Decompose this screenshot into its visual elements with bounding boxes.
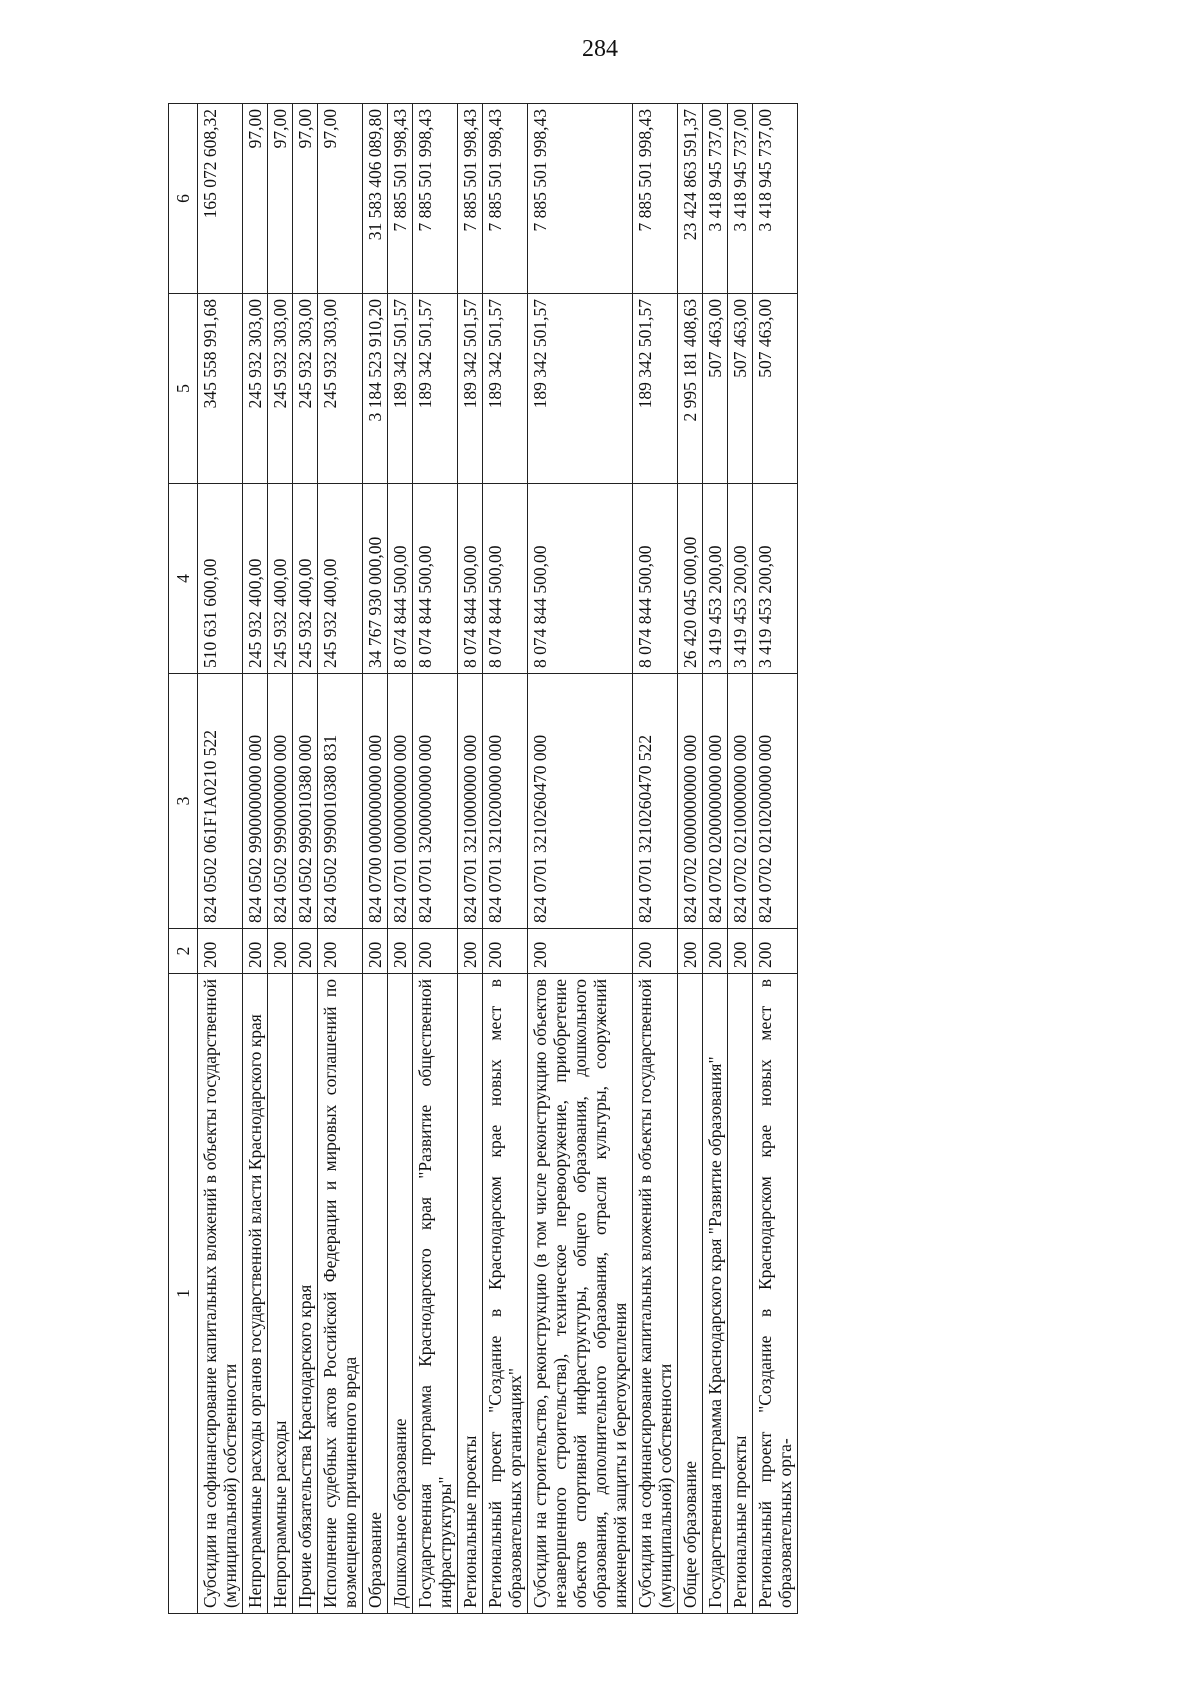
header-col-4: 4 [169,484,198,674]
row-value-5: 189 342 501,57 [413,294,458,484]
table-row [678,104,703,1614]
table-row [413,104,458,1614]
row-value-6: 7 885 501 998,43 [483,104,528,294]
row-value-5: 245 932 303,00 [318,294,363,484]
row-value-4: 8 074 844 500,00 [633,484,678,674]
row-name: Государственная программа Краснодарского края "Развитие образования" [703,974,728,1614]
row-col2: 200 [268,929,293,974]
table-header-row [169,104,198,1614]
row-code: 824 0702 0000000000 000 [678,674,703,929]
row-code: 824 0702 0200000000 000 [703,674,728,929]
row-col2: 200 [413,929,458,974]
row-name: Непрограммные расходы [268,974,293,1614]
table-row [633,104,678,1614]
row-code: 824 0701 3210260470 000 [528,674,633,929]
row-code: 824 0702 0210200000 000 [753,674,798,929]
row-value-5: 189 342 501,57 [528,294,633,484]
row-value-5: 245 932 303,00 [293,294,318,484]
row-value-5: 3 184 523 910,20 [363,294,388,484]
row-code: 824 0700 0000000000 000 [363,674,388,929]
row-value-6: 7 885 501 998,43 [528,104,633,294]
row-name: Субсидии на софинансирование капитальных вложений в объекты государственной (муниципальной) собственности [633,974,678,1614]
row-col2: 200 [528,929,633,974]
row-value-5: 189 342 501,57 [458,294,483,484]
row-value-4: 8 074 844 500,00 [528,484,633,674]
row-value-5: 507 463,00 [753,294,798,484]
row-code: 824 0701 3200000000 000 [413,674,458,929]
row-col2: 200 [198,929,243,974]
table-row [268,104,293,1614]
row-code: 824 0702 0210000000 000 [728,674,753,929]
row-value-5: 189 342 501,57 [388,294,413,484]
row-name: Общее образование [678,974,703,1614]
row-col2: 200 [753,929,798,974]
row-name: Исполнение судебных актов Российской Федерации и мировых соглашений по возмещению причиненного вреда [318,974,363,1614]
table-row [483,104,528,1614]
table-row [703,104,728,1614]
row-col2: 200 [243,929,268,974]
row-value-4: 26 420 045 000,00 [678,484,703,674]
row-col2: 200 [728,929,753,974]
row-value-6: 97,00 [293,104,318,294]
table-row [753,104,798,1614]
row-value-6: 7 885 501 998,43 [458,104,483,294]
header-col-2: 2 [169,929,198,974]
row-value-5: 507 463,00 [728,294,753,484]
row-name: Региональный проект "Создание в Краснодарском крае новых мест в образовательных организациях" [483,974,528,1614]
row-code: 824 0502 061F1A0210 522 [198,674,243,929]
budget-table [168,103,798,1614]
row-value-4: 8 074 844 500,00 [413,484,458,674]
row-col2: 200 [363,929,388,974]
row-value-4: 245 932 400,00 [318,484,363,674]
row-value-6: 3 418 945 737,00 [728,104,753,294]
row-col2: 200 [318,929,363,974]
table-row [243,104,268,1614]
row-value-5: 507 463,00 [703,294,728,484]
row-code: 824 0701 3210000000 000 [458,674,483,929]
row-value-4: 245 932 400,00 [243,484,268,674]
row-value-6: 97,00 [243,104,268,294]
table-row [728,104,753,1614]
row-value-6: 7 885 501 998,43 [388,104,413,294]
row-value-4: 3 419 453 200,00 [728,484,753,674]
row-value-4: 8 074 844 500,00 [388,484,413,674]
row-col2: 200 [678,929,703,974]
row-value-6: 23 424 863 591,37 [678,104,703,294]
row-code: 824 0701 3210260470 522 [633,674,678,929]
row-code: 824 0502 9900000000 000 [243,674,268,929]
row-value-6: 97,00 [268,104,293,294]
header-col-3: 3 [169,674,198,929]
row-value-6: 7 885 501 998,43 [413,104,458,294]
row-name: Субсидии на строительство, реконструкцию (в том числе реконструкцию объектов незавершенного строительства), техническое перевооружение, приобретение объектов спортивной инфраструктуры, общего образования, дошкольного образования, дополнительного образования, отрасли культуры, сооружений инженерной защиты и берегоукрепления [528,974,633,1614]
row-value-5: 245 932 303,00 [243,294,268,484]
page-number: 284 [582,36,618,62]
row-value-4: 3 419 453 200,00 [703,484,728,674]
row-value-6: 31 583 406 089,80 [363,104,388,294]
header-col-5: 5 [169,294,198,484]
table-row [318,104,363,1614]
row-value-5: 189 342 501,57 [633,294,678,484]
table-row [198,104,243,1614]
table-body [198,104,798,1614]
row-value-4: 34 767 930 000,00 [363,484,388,674]
table-row [363,104,388,1614]
row-name: Региональные проекты [728,974,753,1614]
table-row [388,104,413,1614]
row-col2: 200 [703,929,728,974]
table-row [458,104,483,1614]
row-code: 824 0701 3210200000 000 [483,674,528,929]
row-value-4: 8 074 844 500,00 [458,484,483,674]
row-value-5: 189 342 501,57 [483,294,528,484]
row-value-4: 245 932 400,00 [268,484,293,674]
row-name: Образование [363,974,388,1614]
table-row [528,104,633,1614]
row-code: 824 0701 0000000000 000 [388,674,413,929]
row-name: Государственная программа Краснодарского края "Развитие общественной инфраструктуры" [413,974,458,1614]
header-col-6: 6 [169,104,198,294]
row-name: Прочие обязательства Краснодарского края [293,974,318,1614]
row-value-6: 97,00 [318,104,363,294]
row-value-4: 3 419 453 200,00 [753,484,798,674]
row-value-6: 165 072 608,32 [198,104,243,294]
row-name: Региональный проект "Создание в Краснодарском крае новых мест в образовательных орга- [753,974,798,1614]
row-col2: 200 [458,929,483,974]
row-col2: 200 [293,929,318,974]
row-name: Региональные проекты [458,974,483,1614]
row-value-4: 8 074 844 500,00 [483,484,528,674]
row-value-6: 3 418 945 737,00 [703,104,728,294]
row-col2: 200 [483,929,528,974]
row-value-5: 2 995 181 408,63 [678,294,703,484]
row-col2: 200 [388,929,413,974]
row-name: Субсидии на софинансирование капитальных вложений в объекты государственной (муниципальной) собственности [198,974,243,1614]
row-name: Непрограммные расходы органов государственной власти Краснодарского края [243,974,268,1614]
row-value-5: 245 932 303,00 [268,294,293,484]
row-code: 824 0502 9990000000 000 [268,674,293,929]
row-code: 824 0502 9990010380 831 [318,674,363,929]
table-row [293,104,318,1614]
row-col2: 200 [633,929,678,974]
rotated-table-container [168,104,1104,1614]
header-col-1: 1 [169,974,198,1614]
row-value-6: 7 885 501 998,43 [633,104,678,294]
row-name: Дошкольное образование [388,974,413,1614]
row-code: 824 0502 9990010380 000 [293,674,318,929]
row-value-5: 345 558 991,68 [198,294,243,484]
row-value-4: 510 631 600,00 [198,484,243,674]
row-value-6: 3 418 945 737,00 [753,104,798,294]
row-value-4: 245 932 400,00 [293,484,318,674]
